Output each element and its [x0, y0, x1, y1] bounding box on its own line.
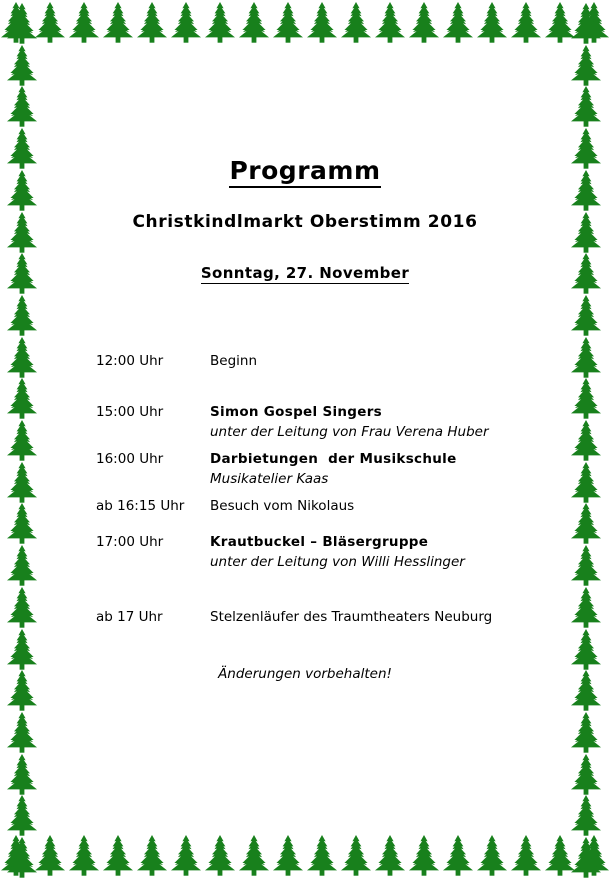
christmas-tree-icon — [570, 544, 602, 586]
schedule-row — [96, 403, 536, 442]
schedule-row-title: Simon Gospel Singers — [210, 404, 383, 420]
christmas-tree-icon — [102, 1, 134, 43]
christmas-tree-icon — [544, 834, 576, 876]
christmas-tree-icon — [0, 1, 32, 43]
christmas-tree-icon — [6, 628, 38, 670]
schedule-row — [96, 497, 536, 516]
tree-border-top — [0, 0, 610, 46]
christmas-tree-icon — [570, 127, 602, 169]
christmas-tree-icon — [6, 544, 38, 586]
christmas-tree-icon — [34, 1, 66, 43]
christmas-tree-icon — [136, 1, 168, 43]
schedule-row-subtitle: Musikatelier Kaas — [210, 471, 329, 487]
christmas-tree-icon — [374, 1, 406, 43]
christmas-tree-icon — [570, 628, 602, 670]
christmas-tree-icon — [6, 461, 38, 503]
schedule-row-title: Beginn — [210, 353, 257, 369]
christmas-tree-icon — [570, 836, 602, 878]
christmas-tree-icon — [476, 834, 508, 876]
schedule-row — [96, 352, 536, 371]
poster-content — [52, 46, 558, 832]
schedule-row-title: Stelzenläufer des Traumtheaters Neuburg — [210, 609, 493, 625]
schedule-row-time: 16:00 Uhr — [96, 451, 164, 467]
christmas-tree-icon — [272, 1, 304, 43]
christmas-tree-icon — [6, 419, 38, 461]
christmas-tree-icon — [68, 834, 100, 876]
page-subtitle: Christkindlmarkt Oberstimm 2016 — [132, 212, 478, 232]
christmas-tree-icon — [570, 44, 602, 86]
christmas-tree-icon — [170, 834, 202, 876]
christmas-tree-icon — [6, 85, 38, 127]
event-date-text: Sonntag, 27. November — [200, 264, 410, 282]
christmas-tree-icon — [306, 1, 338, 43]
christmas-tree-icon — [6, 586, 38, 628]
christmas-tree-icon — [170, 1, 202, 43]
schedule-row-subtitle: unter der Leitung von Willi Hesslinger — [210, 554, 465, 570]
christmas-tree-icon — [6, 711, 38, 753]
christmas-tree-icon — [238, 1, 270, 43]
christmas-tree-icon — [510, 1, 542, 43]
schedule-row-description — [210, 352, 536, 371]
tree-border-right — [562, 0, 608, 878]
christmas-tree-icon — [6, 336, 38, 378]
christmas-tree-icon — [6, 836, 38, 878]
christmas-tree-icon — [6, 252, 38, 294]
christmas-tree-icon — [544, 1, 576, 43]
disclaimer-note: Änderungen vorbehalten! — [218, 666, 392, 682]
christmas-tree-icon — [0, 834, 32, 876]
page-title-text: Programm — [229, 156, 380, 188]
event-date — [52, 264, 558, 282]
christmas-tree-icon — [570, 753, 602, 795]
christmas-tree-icon — [204, 1, 236, 43]
christmas-tree-icon — [510, 834, 542, 876]
schedule-row-description — [210, 497, 536, 516]
schedule-row-time: 15:00 Uhr — [96, 404, 164, 420]
christmas-tree-icon — [570, 502, 602, 544]
page-title — [52, 156, 558, 185]
christmas-tree-icon — [136, 834, 168, 876]
schedule-row-time: ab 16:15 Uhr — [96, 498, 185, 514]
schedule-row — [96, 450, 536, 489]
christmas-tree-icon — [570, 794, 602, 836]
christmas-tree-icon — [340, 834, 372, 876]
christmas-tree-icon — [570, 419, 602, 461]
christmas-tree-icon — [6, 294, 38, 336]
christmas-tree-icon — [570, 377, 602, 419]
christmas-tree-icon — [6, 169, 38, 211]
christmas-tree-icon — [442, 1, 474, 43]
christmas-tree-icon — [408, 834, 440, 876]
schedule-row-time: 17:00 Uhr — [96, 534, 164, 550]
christmas-tree-icon — [6, 211, 38, 253]
christmas-tree-icon — [272, 834, 304, 876]
tree-border-left — [6, 0, 52, 878]
schedule-row-subtitle: unter der Leitung von Frau Verena Huber — [210, 424, 489, 440]
christmas-tree-icon — [570, 461, 602, 503]
christmas-tree-icon — [570, 669, 602, 711]
christmas-tree-icon — [6, 127, 38, 169]
christmas-tree-icon — [102, 834, 134, 876]
christmas-tree-icon — [570, 586, 602, 628]
christmas-tree-icon — [6, 502, 38, 544]
christmas-tree-icon — [340, 1, 372, 43]
christmas-tree-icon — [570, 711, 602, 753]
christmas-tree-icon — [6, 2, 38, 44]
christmas-tree-icon — [578, 834, 610, 876]
christmas-tree-icon — [570, 336, 602, 378]
schedule-row-title: Krautbuckel – Bläsergruppe — [210, 534, 429, 550]
christmas-tree-icon — [238, 834, 270, 876]
schedule-row-title: Darbietungen der Musikschule — [210, 451, 457, 467]
schedule-row-description — [210, 450, 536, 489]
schedule-row-time: ab 17 Uhr — [96, 609, 163, 625]
schedule-row-description — [210, 403, 536, 442]
christmas-tree-icon — [6, 44, 38, 86]
christmas-tree-icon — [6, 377, 38, 419]
schedule-row-description — [210, 533, 536, 572]
schedule-row-title: Besuch vom Nikolaus — [210, 498, 355, 514]
christmas-tree-icon — [6, 753, 38, 795]
christmas-tree-icon — [204, 834, 236, 876]
christmas-tree-icon — [34, 834, 66, 876]
christmas-tree-icon — [570, 85, 602, 127]
schedule-row-time: 12:00 Uhr — [96, 353, 164, 369]
christmas-tree-icon — [6, 669, 38, 711]
christmas-tree-icon — [408, 1, 440, 43]
schedule-row-description — [210, 608, 536, 627]
christmas-tree-icon — [578, 1, 610, 43]
christmas-tree-icon — [476, 1, 508, 43]
tree-border-bottom — [0, 832, 610, 878]
christmas-tree-icon — [570, 2, 602, 44]
schedule-row — [96, 533, 536, 572]
christmas-tree-icon — [374, 834, 406, 876]
christmas-tree-icon — [6, 794, 38, 836]
christmas-tree-icon — [570, 169, 602, 211]
schedule-list — [96, 352, 536, 627]
christmas-tree-icon — [306, 834, 338, 876]
christmas-tree-icon — [570, 211, 602, 253]
christmas-tree-icon — [570, 294, 602, 336]
christmas-tree-icon — [68, 1, 100, 43]
schedule-row — [96, 608, 536, 627]
christmas-tree-icon — [570, 252, 602, 294]
christmas-tree-icon — [442, 834, 474, 876]
